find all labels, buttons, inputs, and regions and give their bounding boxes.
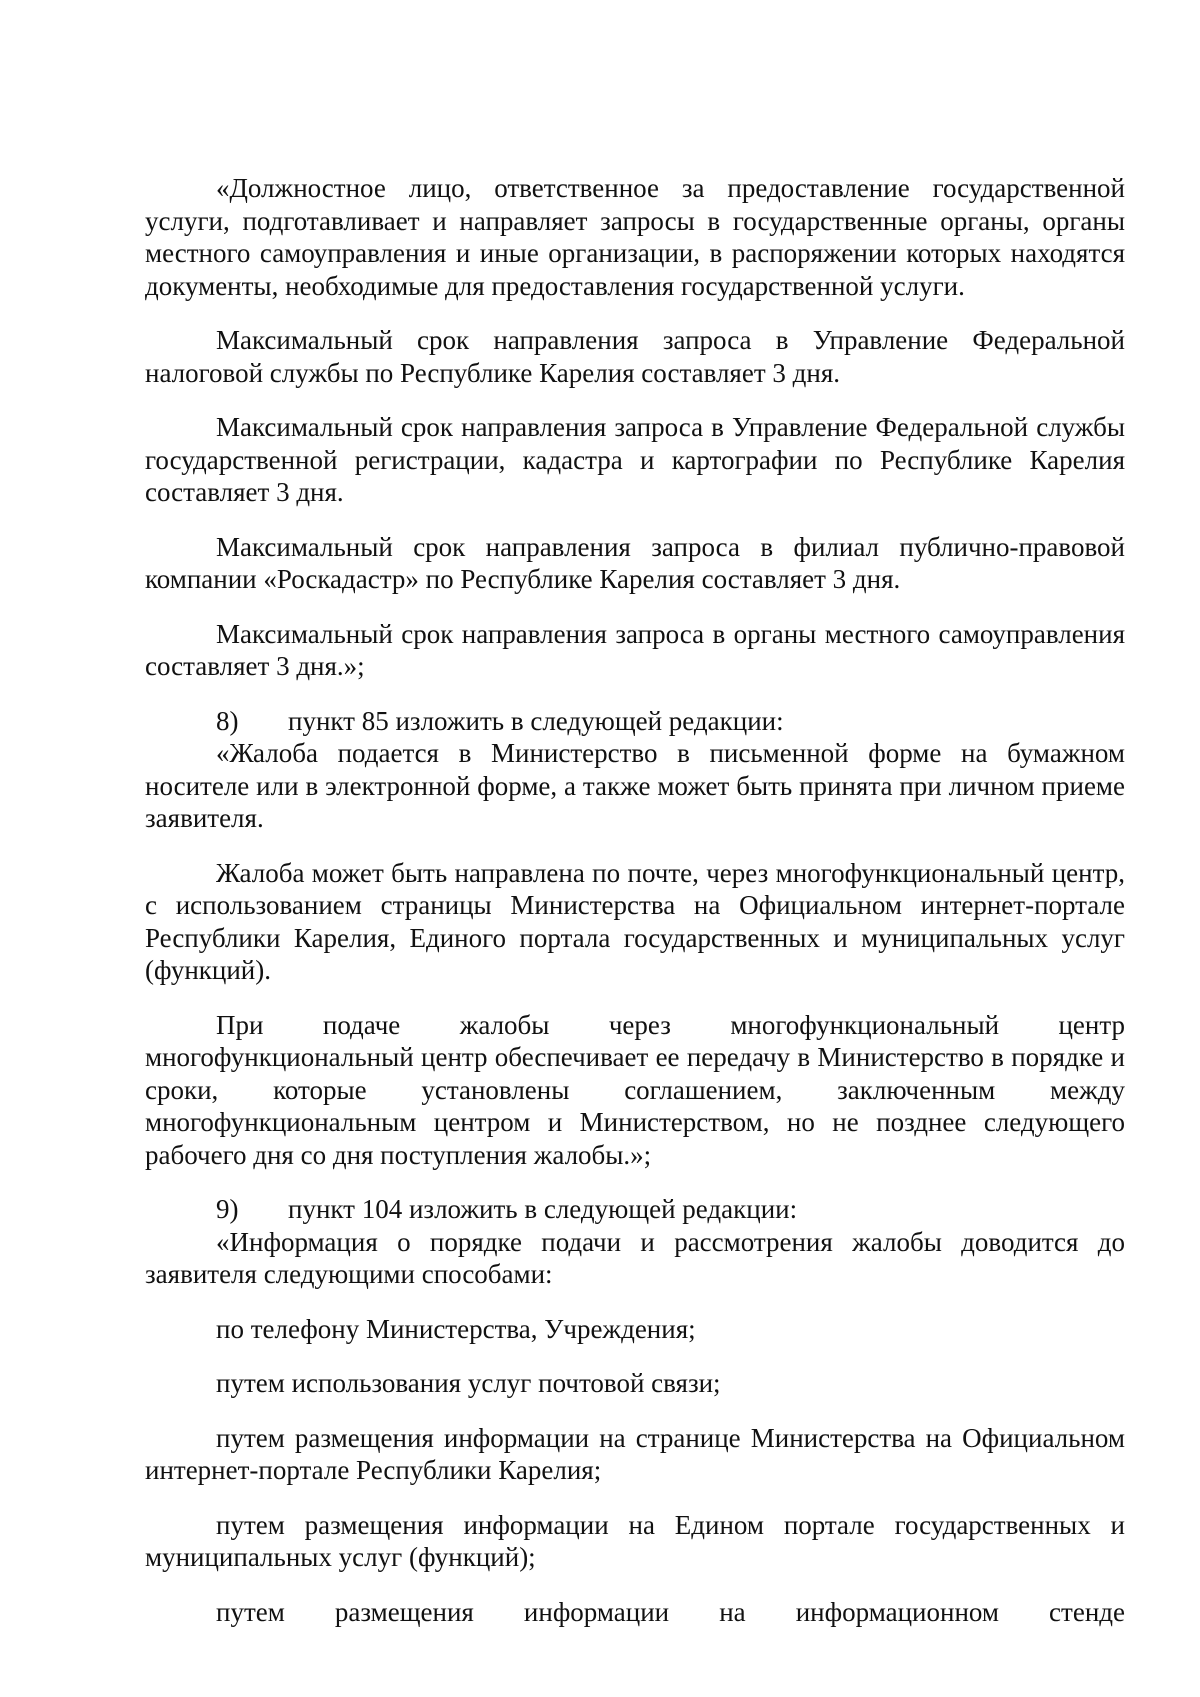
list-item-text: пункт 104 изложить в следующей редакции: (288, 1194, 798, 1224)
document-page (145, 172, 1125, 1628)
list-item-9 (145, 1193, 1125, 1226)
paragraph-complaint-form: «Жалоба подается в Министерство в письменной форме на бумажном носителе или в электронной форме, а также может быть принята при личном приеме заявителя. (145, 738, 1125, 833)
paragraph-method-post: путем использования услуг почтовой связи; (216, 1368, 721, 1398)
list-item-8 (145, 705, 1125, 738)
list-item-number: 9) (216, 1194, 239, 1224)
paragraph-rosreestr-deadline: Максимальный срок направления запроса в Управление Федеральной службы государственной регистрации, кадастра и картографии по Республике Карелия составляет 3 дня. (145, 412, 1125, 507)
paragraph-method-info-stand: путем размещения информации на информационном стенде (216, 1596, 1125, 1627)
paragraph-requests-officer: «Должностное лицо, ответственное за предоставление государственной услуги, подготавливает и направляет запросы в государственные органы, органы местного самоуправления и иные организации, в распоряжении которых находятся документы, необходимые для предоставления государственной услуги. (145, 173, 1125, 301)
paragraph-tax-service-deadline: Максимальный срок направления запроса в Управление Федеральной налоговой службы по Республике Карелия составляет 3 дня. (145, 325, 1125, 388)
paragraph-mfc-transfer: При подаче жалобы через многофункциональный центр многофункциональный центр обеспечивает ее передачу в Министерство в порядке и сроки, которые установлены соглашением, заключенным между многофункциональным центром и Министерством, но не позднее следующего рабочего дня со дня поступления жалобы.»; (145, 1009, 1125, 1170)
paragraph-local-government-deadline: Максимальный срок направления запроса в органы местного самоуправления составляет 3 дня.»; (145, 618, 1125, 681)
paragraph-information-methods: «Информация о порядке подачи и рассмотрения жалобы доводится до заявителя следующими способами: (145, 1226, 1125, 1289)
paragraph-roskadastr-deadline: Максимальный срок направления запроса в филиал публично-правовой компании «Роскадастр» по Республике Карелия составляет 3 дня. (145, 531, 1125, 594)
list-item-text: пункт 85 изложить в следующей редакции: (288, 705, 784, 736)
paragraph-complaint-channels: Жалоба может быть направлена по почте, через многофункциональный центр, с использованием страницы Министерства на Официальном интернет-портале Республики Карелия, Единого портала государственных и муниципальных услуг (функций). (145, 857, 1125, 985)
paragraph-method-phone: по телефону Министерства, Учреждения; (216, 1313, 696, 1344)
paragraph-method-ministry-page: путем размещения информации на странице Министерства на Официальном интернет-портале Республики Карелия; (145, 1422, 1125, 1485)
paragraph-method-unified-portal: путем размещения информации на Едином портале государственных и муниципальных услуг (функций); (145, 1509, 1125, 1572)
list-item-number: 8) (216, 705, 239, 736)
